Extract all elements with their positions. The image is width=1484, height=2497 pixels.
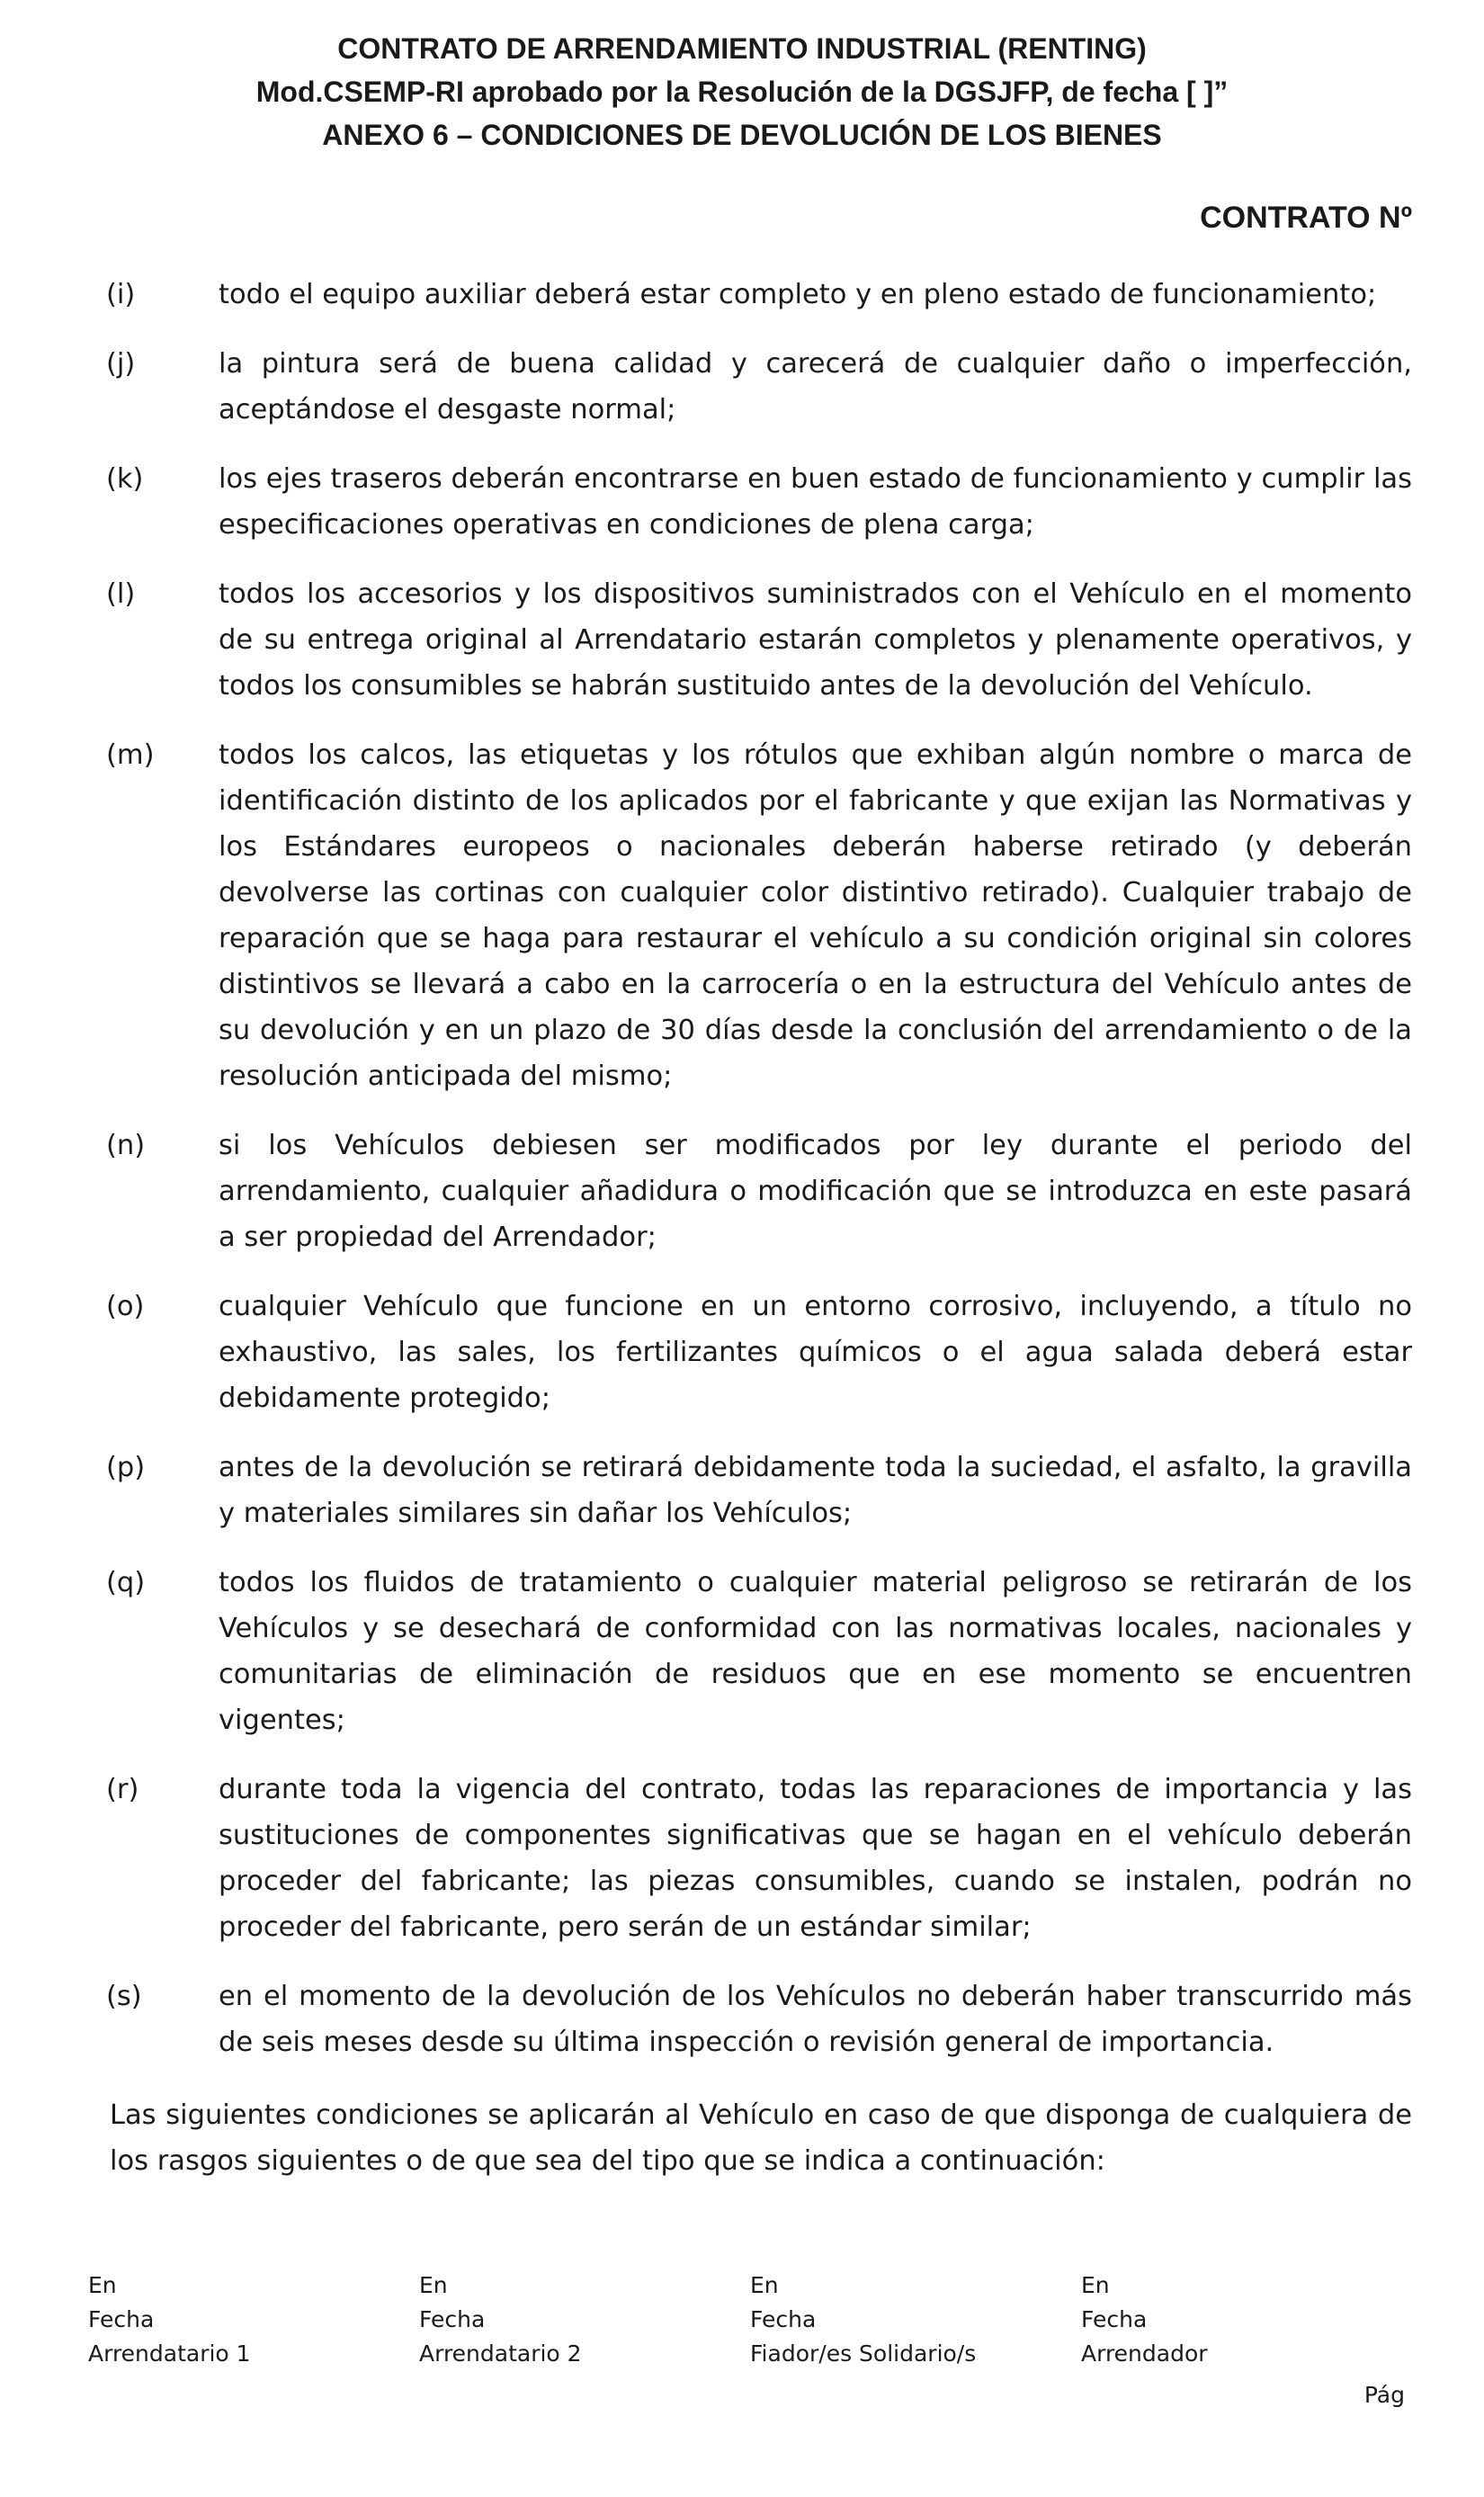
clause-label: (l): [106, 578, 136, 610]
signature-date: Fecha: [1081, 2306, 1148, 2332]
header-model-reference: Mod.CSEMP-RI aprobado por la Resolución de la DGSJFP, de fecha [ ]”: [255, 76, 1229, 108]
clause-label: (r): [106, 1774, 139, 1805]
header-title: CONTRATO DE ARRENDAMIENTO INDUSTRIAL (RENTING): [337, 32, 1147, 65]
clause-text: todos los fluidos de tratamiento o cualquier material peligroso se retirarán de los Vehículos y se desechará de conformidad con las normativas locales, nacionales y comunitarias de eliminación de residuos que en ese momento se encuentren vigentes;: [219, 1567, 1412, 1736]
signature-party: Fiador/es Solidario/s: [750, 2340, 977, 2367]
contract-number-label: CONTRATO Nº: [1200, 201, 1412, 235]
clause-text: todo el equipo auxiliar deberá estar completo y en pleno estado de funcionamiento;: [219, 279, 1377, 310]
clause-text: antes de la devolución se retirará debidamente toda la suciedad, el asfalto, la gravilla y materiales similares sin dañar los Vehículos;: [219, 1452, 1412, 1529]
document-header: [0, 27, 1484, 157]
clause-item: [106, 732, 1412, 1099]
clause-label: (s): [106, 1981, 142, 2012]
clause-item: [106, 571, 1412, 709]
signature-date: Fecha: [88, 2306, 155, 2332]
signature-party: Arrendatario 1: [88, 2340, 251, 2367]
clause-item: [106, 1767, 1412, 1950]
clause-text: si los Vehículos debiesen ser modificados por ley durante el periodo del arrendamiento, cualquier añadidura o modificación que se introduzca en este pasará a ser propiedad del Arrendador;: [219, 1130, 1412, 1253]
signature-party: Arrendatario 2: [419, 2340, 582, 2367]
signature-block-arrendatario-2: [419, 2269, 725, 2371]
clause-text: en el momento de la devolución de los Vehículos no deberán haber transcurrido más de seis meses desde su última inspección o revisión general de importancia.: [219, 1981, 1412, 2058]
intro-paragraph: Las siguientes condiciones se aplicarán al Vehículo en caso de que disponga de cualquiera de los rasgos siguientes o de que sea del tipo que se indica a continuación:: [110, 2099, 1412, 2177]
signature-place: En: [419, 2272, 448, 2298]
signature-block-fiador: [750, 2269, 1056, 2371]
signature-place: En: [1081, 2272, 1110, 2298]
signature-date: Fecha: [419, 2306, 486, 2332]
signature-place: En: [88, 2272, 117, 2298]
clause-item: [106, 341, 1412, 433]
clause-label: (i): [106, 279, 136, 310]
clause-text: durante toda la vigencia del contrato, todas las reparaciones de importancia y las sustituciones de componentes significativas que se hagan en el vehículo deberán proceder del fabricante; las piezas consumibles, cuando se instalen, podrán no proceder del fabricante, pero serán de un estándar similar;: [219, 1774, 1412, 1943]
clause-label: (j): [106, 348, 136, 380]
header-annex-title: ANEXO 6 – CONDICIONES DE DEVOLUCIÓN DE LOS BIENES: [322, 119, 1162, 151]
clause-item: [106, 1445, 1412, 1536]
signature-block-arrendador: [1081, 2269, 1387, 2371]
clause-text: cualquier Vehículo que funcione en un entorno corrosivo, incluyendo, a título no exhaustivo, las sales, los fertilizantes químicos o el agua salada deberá estar debidamente protegido;: [219, 1291, 1412, 1414]
clause-item: [106, 1123, 1412, 1260]
clause-text: los ejes traseros deberán encontrarse en buen estado de funcionamiento y cumplir las especificaciones operativas en condiciones de plena carga;: [219, 463, 1412, 541]
clause-label: (o): [106, 1291, 145, 1322]
signature-place: En: [750, 2272, 779, 2298]
page-number-label: Pág: [1363, 2382, 1405, 2408]
clause-label: (n): [106, 1130, 146, 1161]
clause-list: [106, 272, 1412, 2089]
clause-item: [106, 1284, 1412, 1421]
clause-text: todos los accesorios y los dispositivos suministrados con el Vehículo en el momento de su entrega original al Arrendatario estarán completos y plenamente operativos, y todos los consumibles se habrán sustituido antes de la devolución del Vehículo.: [219, 578, 1412, 702]
clause-item: [106, 456, 1412, 548]
clause-item: [106, 1560, 1412, 1743]
clause-label: (q): [106, 1567, 146, 1598]
clause-text: la pintura será de buena calidad y carecerá de cualquier daño o imperfección, aceptándose el desgaste normal;: [219, 348, 1412, 425]
signature-party: Arrendador: [1081, 2340, 1208, 2367]
clause-item: [106, 1973, 1412, 2065]
clause-label: (k): [106, 463, 144, 495]
signature-date: Fecha: [750, 2306, 817, 2332]
clause-text: todos los calcos, las etiquetas y los rótulos que exhiban algún nombre o marca de identificación distinto de los aplicados por el fabricante y que exijan las Normativas y los Estándares europeos o nacionales deberán haberse retirado (y deberán devolverse las cortinas con cualquier color distintivo retirado). Cualquier trabajo de reparación que se haga para restaurar el vehículo a su condición original sin colores distintivos se llevará a cabo en la carrocería o en la estructura del Vehículo antes de su devolución y en un plazo de 30 días desde la conclusión del arrendamiento o de la resolución anticipada del mismo;: [219, 739, 1412, 1092]
signature-block-arrendatario-1: [88, 2269, 394, 2371]
clause-label: (p): [106, 1452, 146, 1483]
clause-item: [106, 272, 1412, 318]
clause-label: (m): [106, 739, 155, 771]
